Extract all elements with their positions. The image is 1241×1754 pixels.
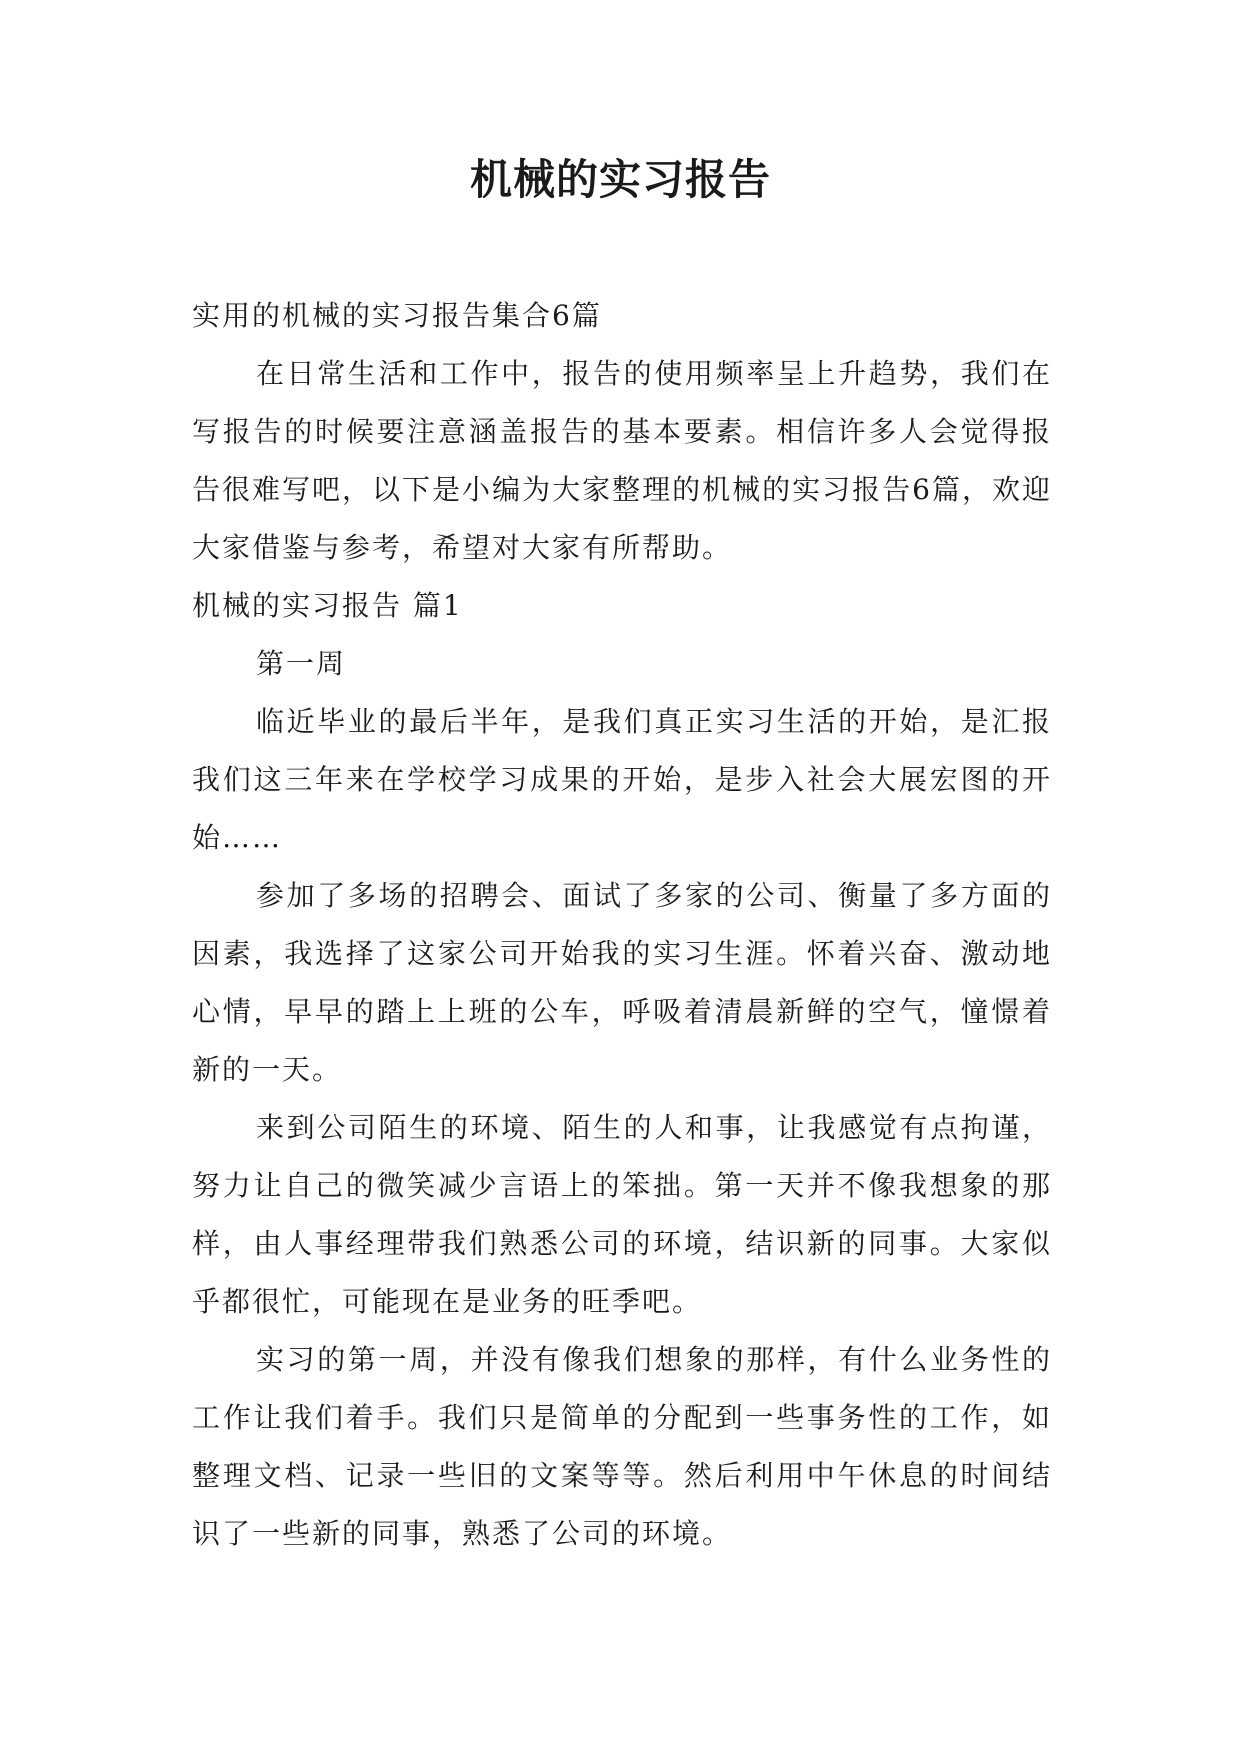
intro-paragraph: 在日常生活和工作中，报告的使用频率呈上升趋势，我们在写报告的时候要注意涵盖报告的基本要素。相信许多人会觉得报告很难写吧，以下是小编为大家整理的机械的实习报告6篇，欢迎大家借鉴与参考，希望对大家有所帮助。 bbox=[192, 357, 1052, 564]
body-paragraph-2: 参加了多场的招聘会、面试了多家的公司、衡量了多方面的因素，我选择了这家公司开始我的实习生涯。怀着兴奋、激动地心情，早早的踏上上班的公车，呼吸着清晨新鲜的空气，憧憬着新的一天。 bbox=[192, 879, 1052, 1086]
body-paragraph-1: 临近毕业的最后半年，是我们真正实习生活的开始，是汇报我们这三年来在学校学习成果的开始，是步入社会大展宏图的开始…… bbox=[192, 705, 1052, 854]
document-subtitle: 实用的机械的实习报告集合6篇 bbox=[192, 299, 602, 332]
document-title: 机械的实习报告 bbox=[469, 155, 771, 204]
body-paragraph-4: 实习的第一周，并没有像我们想象的那样，有什么业务性的工作让我们着手。我们只是简单的分配到一些事务性的工作，如整理文档、记录一些旧的文案等等。然后利用中午休息的时间结识了一些新的同事，熟悉了公司的环境。 bbox=[192, 1343, 1052, 1550]
week-heading: 第一周 bbox=[256, 647, 347, 680]
body-paragraph-3: 来到公司陌生的环境、陌生的人和事，让我感觉有点拘谨，努力让自己的微笑减少言语上的笨拙。第一天并不像我想象的那样，由人事经理带我们熟悉公司的环境，结识新的同事。大家似乎都很忙，可能现在是业务的旺季吧。 bbox=[192, 1111, 1052, 1318]
document-body bbox=[192, 287, 1052, 1563]
section-heading: 机械的实习报告 篇1 bbox=[192, 589, 463, 622]
